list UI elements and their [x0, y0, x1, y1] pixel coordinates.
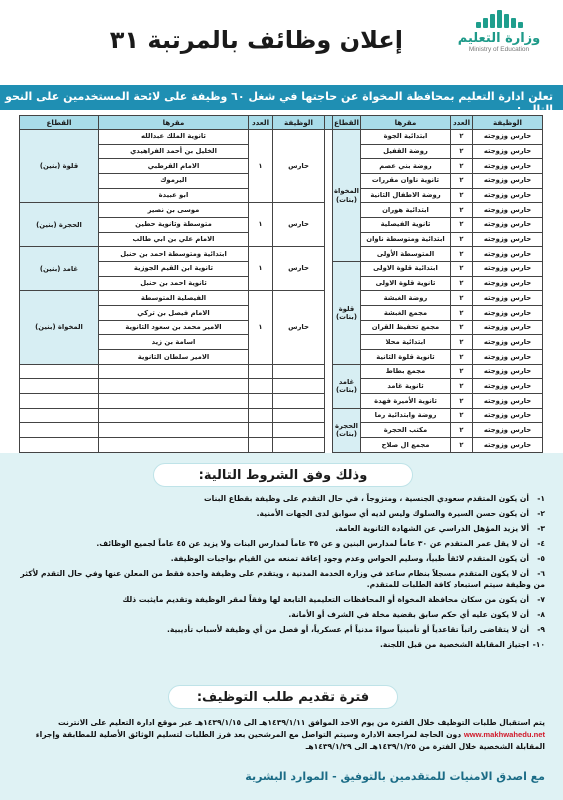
cell-school: ثانوية الفيصلية: [361, 218, 451, 233]
cell-count: ٢: [451, 144, 473, 159]
cell-job: حارس: [273, 130, 325, 203]
cell-count: ٢: [451, 335, 473, 350]
cell-count: ٢: [451, 218, 473, 233]
condition-text: أن يكون حسن السيرة والسلوك وليس لديه أي سوابق لدى الجهات الأمنية.: [256, 509, 529, 518]
table-gap: [325, 350, 333, 365]
cell-job: حارس وزوجته: [473, 438, 543, 453]
table-gap: [325, 394, 333, 409]
cell-empty: [99, 423, 249, 438]
cell-sector: الحجرة (بنات): [333, 408, 361, 452]
condition-number: ١٠-: [532, 640, 545, 649]
period-title: فترة تقديم طلب التوظيف:: [168, 685, 398, 709]
table-gap: [325, 423, 333, 438]
cell-job: حارس وزوجته: [473, 247, 543, 262]
condition-item: [15, 609, 545, 620]
table-row: [20, 438, 543, 453]
cell-sector: غامد (بنين): [20, 247, 99, 291]
table-gap: [325, 218, 333, 233]
cell-empty: [273, 423, 325, 438]
header-job: الوظيفة: [273, 116, 325, 130]
cell-job: حارس وزوجته: [473, 364, 543, 379]
cell-empty: [249, 379, 273, 394]
cell-count: ٢: [451, 232, 473, 247]
cell-school: ثانوية ناوان مقررات: [361, 174, 451, 189]
cell-empty: [99, 438, 249, 453]
condition-number: ١-: [537, 494, 545, 503]
cell-school: ثانوية قلوة الثانية: [361, 350, 451, 365]
table-gap: [325, 320, 333, 335]
cell-school: المتوسطة الأولى: [361, 247, 451, 262]
cell-school: الامير سلطان الثانوية: [99, 350, 249, 365]
condition-item: [15, 553, 545, 564]
cell-job: حارس وزوجته: [473, 423, 543, 438]
cell-job: حارس: [273, 291, 325, 364]
ministry-name-en: Ministry of Education: [468, 46, 530, 53]
condition-number: ٤-: [537, 539, 545, 548]
header-count: العدد: [451, 116, 473, 130]
conditions-title: وذلك وفق الشروط التالية:: [153, 463, 413, 487]
header-count: العدد: [249, 116, 273, 130]
cell-school: ابو عبيدة: [99, 188, 249, 203]
condition-item: [15, 523, 545, 534]
cell-job: حارس وزوجته: [473, 408, 543, 423]
cell-count: ١: [249, 291, 273, 364]
table-gap: [325, 130, 333, 145]
cell-school: ابتدائية ومتوسطة ناوان: [361, 232, 451, 247]
cell-empty: [273, 394, 325, 409]
cell-count: ١: [249, 203, 273, 247]
cell-count: ٢: [451, 174, 473, 189]
cell-school: اسامة بن زيد: [99, 335, 249, 350]
cell-school: مكتب الحجرة: [361, 423, 451, 438]
cell-empty: [273, 379, 325, 394]
cell-empty: [20, 438, 99, 453]
condition-number: ٩-: [537, 625, 545, 634]
conditions-list: [15, 493, 545, 654]
ministry-name-ar: وزارة التعليم: [457, 31, 541, 46]
cell-count: ٢: [451, 159, 473, 174]
table-row: [20, 379, 543, 394]
cell-school: روضة وابتدائية رما: [361, 408, 451, 423]
jobs-table-body: [20, 130, 543, 453]
cell-school: مجمع تحفيظ القران: [361, 320, 451, 335]
cell-count: ٢: [451, 130, 473, 145]
website-link[interactable]: www.makhwahedu.net: [463, 730, 545, 740]
cell-empty: [249, 438, 273, 453]
condition-number: ٨-: [537, 610, 545, 619]
cell-school: ثانوية الأميرة فهدة: [361, 394, 451, 409]
cell-school: اليرموك: [99, 174, 249, 189]
cell-sector: المخواة (بنات): [333, 130, 361, 262]
cell-job: حارس وزوجته: [473, 159, 543, 174]
cell-school: مجمع بطاط: [361, 364, 451, 379]
cell-empty: [20, 379, 99, 394]
cell-job: حارس وزوجته: [473, 379, 543, 394]
condition-item: [15, 568, 545, 590]
table-gap: [325, 174, 333, 189]
closing-line: مع اصدق الامنيات للمتقدمين بالتوفيق - الموارد البشرية: [245, 770, 545, 783]
table-gap: [325, 408, 333, 423]
cell-school: ابتدائية هوران: [361, 203, 451, 218]
condition-text: أن لا يتقاضى راتباً تقاعدياً أو تأمينياً سواءً مدنياً أم عسكرياً، أو فصل من أي وظيفة لأسباب تأديبية.: [166, 625, 529, 634]
table-gap: [325, 335, 333, 350]
cell-empty: [99, 379, 249, 394]
condition-text: ألا يزيد المؤهل الدراسي عن الشهادة الثانوية العامة.: [335, 524, 529, 533]
table-gap: [325, 276, 333, 291]
cell-count: ٢: [451, 188, 473, 203]
cell-count: ٢: [451, 203, 473, 218]
cell-sector: الحجرة (بنين): [20, 203, 99, 247]
table-gap: [325, 159, 333, 174]
cell-job: حارس وزوجته: [473, 203, 543, 218]
condition-item: [15, 508, 545, 519]
cell-school: ثانوية الملك عبدالله: [99, 130, 249, 145]
cell-job: حارس وزوجته: [473, 232, 543, 247]
table-gap: [325, 144, 333, 159]
table-gap: [325, 188, 333, 203]
condition-text: اجتياز المقابلة الشخصية من قبل اللجنة.: [380, 640, 529, 649]
cell-school: ثانوية ابن القيم الجوزية: [99, 262, 249, 277]
ministry-logo-mark-icon: [449, 10, 549, 28]
cell-school: ابتدائية محلا: [361, 335, 451, 350]
cell-job: حارس وزوجته: [473, 394, 543, 409]
table-gap: [325, 438, 333, 453]
cell-count: ٢: [451, 394, 473, 409]
cell-job: حارس وزوجته: [473, 350, 543, 365]
cell-school: روضة الاطفال الثانية: [361, 188, 451, 203]
table-gap: [325, 116, 333, 130]
table-row: [20, 408, 543, 423]
cell-job: حارس وزوجته: [473, 276, 543, 291]
cell-job: حارس وزوجته: [473, 144, 543, 159]
condition-number: ٢-: [537, 509, 545, 518]
cell-school: روضة القفيل: [361, 144, 451, 159]
table-header-row: [20, 116, 543, 130]
table-row: [20, 394, 543, 409]
cell-school: الامام علي بن ابي طالب: [99, 232, 249, 247]
table-gap: [325, 232, 333, 247]
cell-empty: [99, 394, 249, 409]
cell-school: روضة الغبشة: [361, 291, 451, 306]
condition-number: ٣-: [537, 524, 545, 533]
cell-school: مجمع الغبشة: [361, 306, 451, 321]
header-school: مقرها: [361, 116, 451, 130]
page-header: [0, 0, 563, 82]
cell-count: ٢: [451, 423, 473, 438]
condition-item: [15, 639, 545, 650]
cell-count: ١: [249, 130, 273, 203]
cell-school: الامام القرطبي: [99, 159, 249, 174]
table-row: [20, 423, 543, 438]
condition-text: أن يكون من سكان محافظة المخواة أو المحافظات التعليمية التابعة لها وفقاً لمقر الوظيفة وتقديم مايثبت ذلك: [122, 595, 529, 604]
cell-job: حارس وزوجته: [473, 188, 543, 203]
cell-empty: [249, 364, 273, 379]
cell-empty: [99, 364, 249, 379]
condition-item: [15, 594, 545, 605]
table-gap: [325, 364, 333, 379]
cell-job: حارس وزوجته: [473, 262, 543, 277]
cell-empty: [249, 408, 273, 423]
cell-school: ابتدائية الجوة: [361, 130, 451, 145]
condition-text: أن لا يقل عمر المتقدم عن ٣٠ عاماً لمدارس البنين و عن ٣٥ عاماً لمدارس البنات ولا يزيد عن ٤٥ عاماً لجميع الوظائف.: [96, 539, 529, 548]
table-row: [20, 364, 543, 379]
cell-empty: [20, 423, 99, 438]
condition-number: ٦-: [537, 569, 545, 578]
ministry-logo: [449, 10, 549, 53]
cell-school: روضة بني عصم: [361, 159, 451, 174]
cell-school: ابتدائية ومتوسطة احمد بن حنبل: [99, 247, 249, 262]
cell-empty: [273, 364, 325, 379]
cell-empty: [99, 408, 249, 423]
header-sector: القطاع: [333, 116, 361, 130]
cell-job: حارس وزوجته: [473, 218, 543, 233]
cell-empty: [20, 364, 99, 379]
header-school: مقرها: [99, 116, 249, 130]
intro-text: تعلن ادارة التعليم بمحافظة المخواة عن حاجتها في شغل ٦٠ وظيفة على لائحة المستخدمين على النحو التالي:: [0, 85, 563, 110]
jobs-table-wrap: [20, 115, 543, 453]
condition-item: [15, 493, 545, 504]
condition-item: [15, 624, 545, 635]
cell-empty: [20, 408, 99, 423]
cell-school: الامام فيصل بن تركي: [99, 306, 249, 321]
cell-count: ٢: [451, 408, 473, 423]
cell-count: ٢: [451, 364, 473, 379]
condition-text: أن لا يكون المتقدم مسجلاً بنظام ساعد في وزارة الخدمة المدنية ، ويتقدم على وظيفة واحدة فقط من المعلن عنها وفي حال التقدم لأكثر من وظيفة سيتم استبعاد كافة الطلبات للمتقدم.: [20, 569, 545, 589]
cell-job: حارس: [273, 203, 325, 247]
condition-item: [15, 538, 545, 549]
cell-empty: [273, 408, 325, 423]
cell-count: ٢: [451, 320, 473, 335]
header-job: الوظيفة: [473, 116, 543, 130]
cell-job: حارس وزوجته: [473, 130, 543, 145]
cell-count: ٢: [451, 438, 473, 453]
header-sector: القطاع: [20, 116, 99, 130]
cell-school: الخليل بن أحمد الفراهيدي: [99, 144, 249, 159]
cell-school: ثانوية قلوة الاولى: [361, 276, 451, 291]
condition-text: أن يكون المتقدم سعودي الجنسية ، ومتزوجاً ، في حال التقدم على وظيفة بقطاع البنات: [204, 494, 529, 503]
period-text-2: دون الحاجة لمراجعة الادارة وسيتم التواصل مع المرشحين بعد فرز الطلبات لتسليم الوثائق الأصلية للمطابقة وإجراء المقابلة الشخصية خلال الفترة من ١٤٣٩/١/٢٥هـ الى ١٤٣٩/١/٢٩هـ: [35, 730, 545, 752]
table-gap: [325, 379, 333, 394]
period-text: [18, 717, 545, 753]
condition-text: أن لا يكون عليه أي حكم سابق بقضية مخلة في الشرف أو الأمانة.: [288, 610, 529, 619]
cell-count: ٢: [451, 247, 473, 262]
cell-school: ابتدائية قلوة الاولى: [361, 262, 451, 277]
cell-job: حارس: [273, 247, 325, 291]
cell-job: حارس وزوجته: [473, 174, 543, 189]
cell-count: ١: [249, 247, 273, 291]
cell-sector: غامد (بنات): [333, 364, 361, 408]
cell-job: حارس وزوجته: [473, 291, 543, 306]
cell-sector: قلوة (بنات): [333, 262, 361, 365]
table-gap: [325, 306, 333, 321]
cell-empty: [20, 394, 99, 409]
table-row: [20, 291, 543, 306]
cell-count: ٢: [451, 306, 473, 321]
cell-school: موسى بن نصير: [99, 203, 249, 218]
cell-job: حارس وزوجته: [473, 306, 543, 321]
cell-count: ٢: [451, 379, 473, 394]
cell-school: مجمع ال صلاح: [361, 438, 451, 453]
cell-job: حارس وزوجته: [473, 335, 543, 350]
cell-sector: قلوة (بنين): [20, 130, 99, 203]
cell-school: متوسطة وثانوية حطين: [99, 218, 249, 233]
jobs-table: [19, 115, 543, 453]
cell-job: حارس وزوجته: [473, 320, 543, 335]
cell-count: ٢: [451, 262, 473, 277]
condition-number: ٧-: [537, 595, 545, 604]
table-row: [20, 130, 543, 145]
cell-sector: المخواة (بنين): [20, 291, 99, 364]
table-gap: [325, 203, 333, 218]
table-row: [20, 247, 543, 262]
condition-number: ٥-: [537, 554, 545, 563]
page-title: إعلان وظائف بالمرتبة ٣١: [109, 26, 403, 54]
cell-empty: [249, 423, 273, 438]
cell-count: ٢: [451, 291, 473, 306]
table-gap: [325, 247, 333, 262]
period-text-1: يتم استقبال طلبات التوظيف خلال الفترة من يوم الاحد الموافق ١٤٣٩/١/١١هـ الى ١٤٣٩/١/١٥هـ عبر موقع ادارة التعليم على الانترنت: [58, 718, 545, 727]
table-row: [20, 203, 543, 218]
cell-school: الامير محمد بن سعود الثانوية: [99, 320, 249, 335]
cell-school: ثانوية غامد: [361, 379, 451, 394]
condition-text: أن يكون المتقدم لائقاً طبياً، وسليم الحواس وعدم وجود إعاقة تمنعه من القيام بواجبات الوظيفة.: [170, 554, 529, 563]
cell-school: الفيصلية المتوسطة: [99, 291, 249, 306]
cell-empty: [273, 438, 325, 453]
cell-empty: [249, 394, 273, 409]
table-gap: [325, 291, 333, 306]
table-gap: [325, 262, 333, 277]
cell-count: ٢: [451, 350, 473, 365]
cell-school: ثانوية احمد بن حنبل: [99, 276, 249, 291]
cell-count: ٢: [451, 276, 473, 291]
